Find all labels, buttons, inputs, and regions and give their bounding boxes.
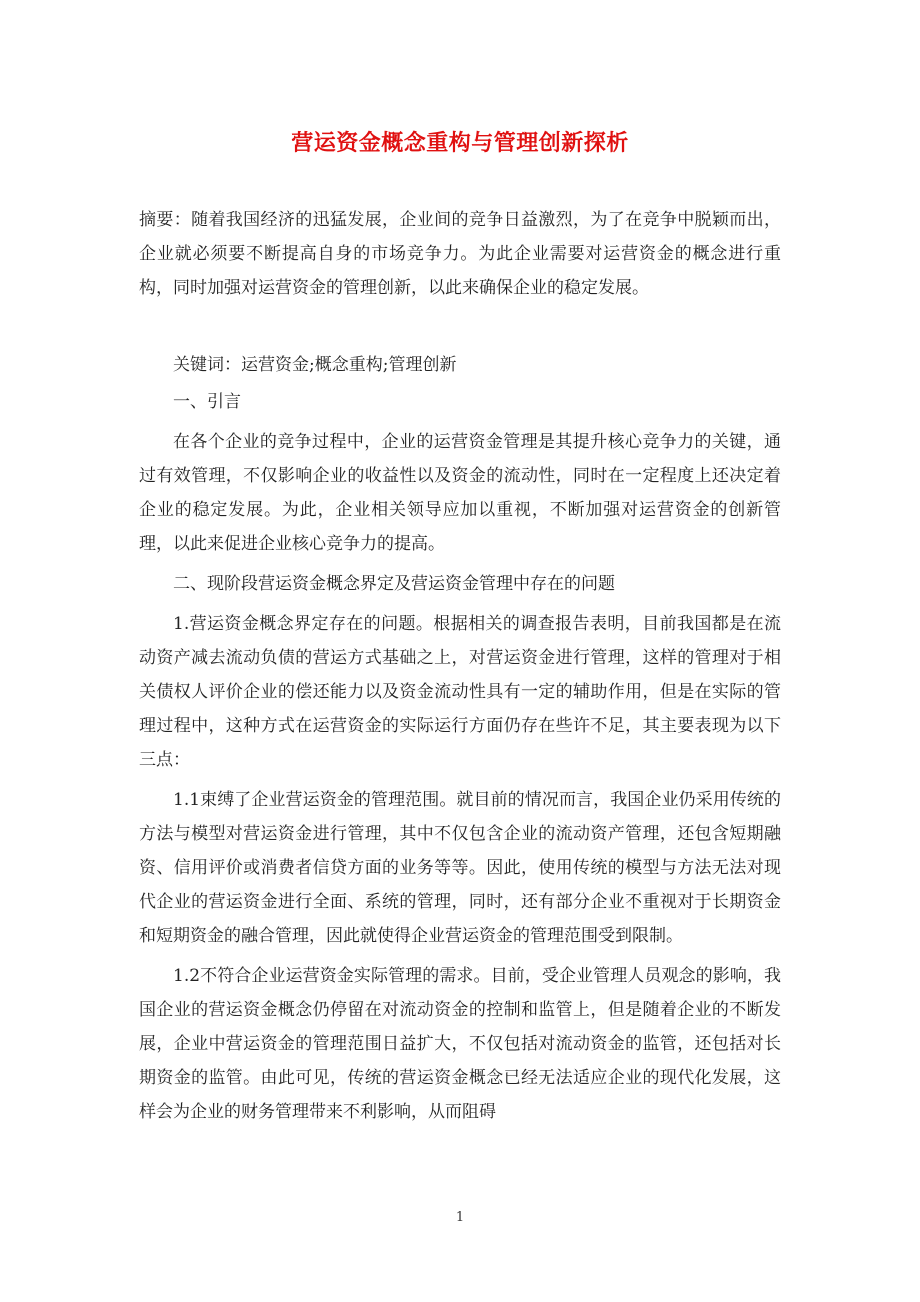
page-number: 1 <box>455 1210 465 1225</box>
introduction-paragraph: 在各个企业的竞争过程中，企业的运营资金管理是其提升核心竞争力的关键，通过有效管理，不仅影响企业的收益性以及资金的流动性，同时在一定程度上还决定着企业的稳定发展。为此，企业相关领导应加以重视，不断加强对运营资金的创新管理，以此来促进企业核心竞争力的提高。 <box>139 432 781 554</box>
abstract-paragraph: 摘要：随着我国经济的迅猛发展，企业间的竞争日益激烈，为了在竞争中脱颖而出，企业就必须要不断提高自身的市场竞争力。为此企业需要对运营资金的概念进行重构，同时加强对运营资金的管理创新，以此来确保企业的稳定发展。 <box>139 210 781 298</box>
paragraph-1: 1.营运资金概念界定存在的问题。根据相关的调查报告表明，目前我国都是在流动资产减去流动负债的营运方式基础之上，对营运资金进行管理，这样的管理对于相关债权人评价企业的偿还能力以及资金流动性具有一定的辅助作用，但是在实际的管理过程中，这种方式在运营资金的实际运行方面仍存在些许不足，其主要表现为以下三点： <box>139 614 781 770</box>
keywords-line: 关键词：运营资金;概念重构;管理创新 <box>173 355 457 375</box>
document-body <box>139 348 781 1135</box>
paragraph-1-1: 1.1束缚了企业营运资金的管理范围。就目前的情况而言，我国企业仍采用传统的方法与模型对营运资金进行管理，其中不仅包含企业的流动资产管理，还包含短期融资、信用评价或消费者信贷方面的业务等等。因此，使用传统的模型与方法无法对现代企业的营运资金进行全面、系统的管理，同时，还有部分企业不重视对于长期资金和短期资金的融合管理，因此就使得企业营运资金的管理范围受到限制。 <box>139 790 781 946</box>
paragraph-1-2: 1.2不符合企业运营资金实际管理的需求。目前，受企业管理人员观念的影响，我国企业的营运资金概念仍停留在对流动资金的控制和监管上，但是随着企业的不断发展，企业中营运资金的管理范围日益扩大，不仅包括对流动资金的监管，还包括对长期资金的监管。由此可见，传统的营运资金概念已经无法适应企业的现代化发展，这样会为企业的财务管理带来不利影响，从而阻碍 <box>139 966 781 1122</box>
section-heading-introduction: 一、引言 <box>173 392 241 412</box>
section-heading-problems: 二、现阶段营运资金概念界定及营运资金管理中存在的问题 <box>173 574 615 594</box>
document-title: 营运资金概念重构与管理创新探析 <box>291 130 629 156</box>
